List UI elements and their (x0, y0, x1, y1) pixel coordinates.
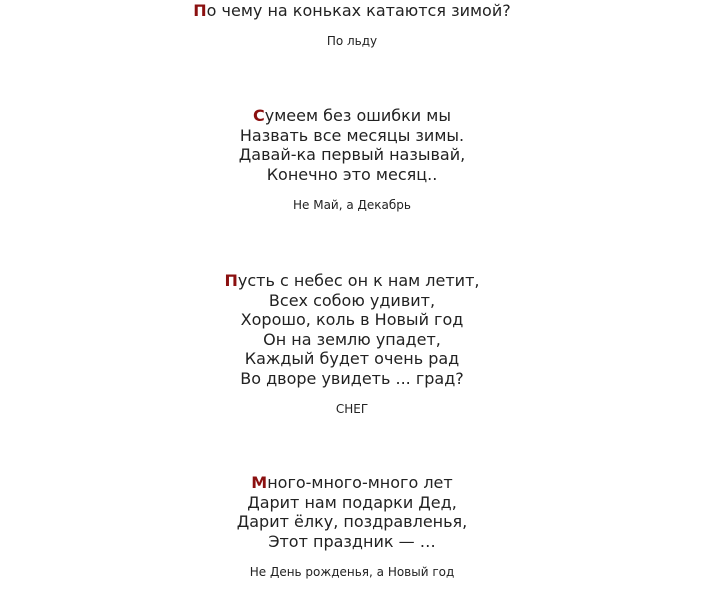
question-line: Хорошо, коль в Новый год (240, 310, 464, 329)
question-line: Всех собою удивит, (268, 290, 436, 310)
question-line: Дарит ёлку, поздравленья, (236, 512, 468, 531)
question-line (0, 1, 704, 21)
riddle-question (0, 473, 704, 551)
line-text: умеем без ошибки мы (264, 106, 451, 125)
riddle-answer: СНЕГ (335, 402, 369, 416)
question-line: Во дворе увидеть ... град? (240, 368, 464, 388)
riddle-4 (0, 473, 704, 580)
question-line: Конечно это месяц.. (266, 164, 438, 184)
question-line (0, 473, 704, 493)
question-line: Давай-ка первый называй, (238, 145, 466, 164)
question-line: Назвать все месяцы зимы. (239, 125, 465, 145)
riddle-3 (0, 271, 704, 417)
drop-initial: М (251, 473, 268, 492)
drop-initial: П (224, 271, 238, 290)
drop-initial: П (193, 1, 207, 20)
question-line (0, 106, 704, 126)
riddle-2 (0, 106, 704, 213)
riddle-answer: По льду (326, 33, 378, 48)
line-text: о чему на коньках катаются зимой? (206, 1, 511, 20)
riddle-answer: Не Май, а Декабрь (293, 198, 411, 212)
line-text: усть с небес он к нам летит, (237, 271, 480, 290)
riddle-1 (0, 1, 704, 49)
riddle-question (0, 271, 704, 388)
question-line: Дарит нам подарки Дед, (247, 492, 457, 512)
drop-initial: С (253, 106, 265, 125)
riddle-question (0, 1, 704, 21)
question-line: Каждый будет очень рад (244, 349, 460, 368)
line-text: ного-много-много лет (267, 473, 453, 492)
question-line: Этот праздник — … (268, 531, 436, 551)
question-line (0, 271, 704, 291)
riddle-question (0, 106, 704, 184)
riddle-answer: Не День рожденья, а Новый год (249, 565, 455, 579)
question-line: Он на землю упадет, (263, 329, 441, 349)
